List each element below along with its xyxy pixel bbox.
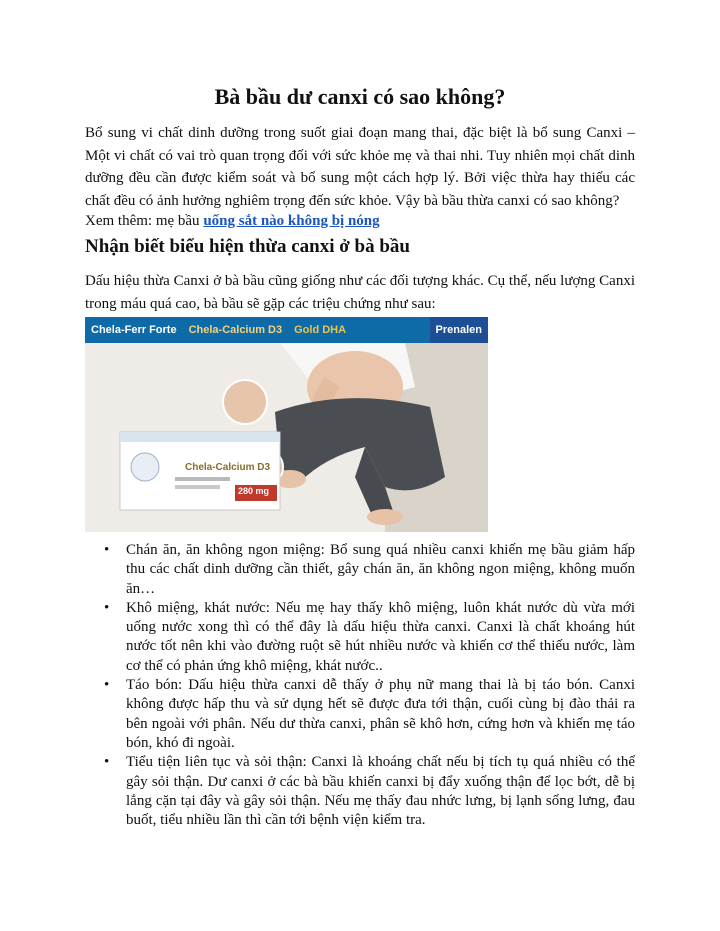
photo-illustration [85,317,488,532]
list-item: • Khô miệng, khát nước: Nếu mẹ hay thấy khô miệng, luôn khát nước dù vừa mới uống nước xong thì có thể đây là dấu hiệu thừa canxi. Canxi là chất khoáng hút nước tốt nên khi vào đường ruột sẽ hút nhiều nước và khiến cơ thể thiếu nước, làm cơ thể có phản ứng khô miệng, khát nước.. [85,599,635,676]
box-label: Chela-Calcium D3 [185,462,271,473]
symptom-list [85,541,635,830]
list-item: • Tiểu tiện liên tục và sỏi thận: Canxi là khoáng chất nếu bị tích tụ quá nhiều có thể gây sỏi thận. Dư canxi ở các bà bầu khiến canxi bị đẩy xuống thận để lọc bớt, dễ bị lắng cặn tại đây và gây sỏi thận. Nếu mẹ thấy đau nhức lưng, bị lạnh sống lưng, đau buốt, tiểu nhiều lần thì cần tới bệnh viện kiểm tra. [85,753,635,830]
list-item: • Táo bón: Dấu hiệu thừa canxi dễ thấy ở phụ nữ mang thai là bị táo bón. Canxi không được hấp thu và sử dụng hết sẽ được đưa tới thận, cuối cùng bị đào thải ra bên ngoài với phân. Nếu dư thừa canxi, phân sẽ khô hơn, cứng hơn và khiến mẹ táo bón, khó đi ngoài. [85,676,635,753]
brand-chela-ferr: Chela-Ferr Forte [91,324,177,336]
see-also-prefix: Xem thêm: mẹ bầu [85,213,204,229]
brand-prenalen: Prenalen [430,317,488,343]
list-item: • Chán ăn, ăn không ngon miệng: Bổ sung quá nhiều canxi khiến mẹ bầu giảm hấp thu các chất dinh dưỡng cần thiết, gây chán ăn, ăn không ngon miệng, không muốn ăn… [85,541,635,599]
brand-gold-dha: Gold DHA [294,324,347,336]
page-title: Bà bầu dư canxi có sao không? [214,84,506,109]
inset-back-pain [223,380,267,424]
section-heading: Nhận biết biểu hiện thừa canxi ở bà bầu [85,236,410,257]
see-also-line [85,210,635,233]
see-also-link[interactable]: uống sắt nào không bị nóng [203,213,380,229]
pregnant-woman-product-photo [85,317,488,532]
box-badge: 280 mg [238,486,270,496]
intro-paragraph: Bổ sung vi chất dinh dưỡng trong suốt giai đoạn mang thai, đặc biệt là bổ sung Canxi – Một vi chất có vai trò quan trọng đối với sức khỏe mẹ và thai nhi. Tuy nhiên mọi chất dinh dưỡng đều cần được kiểm soát và bổ sung một cách hợp lý. Bởi việc thừa hay thiếu các chất đều có ảnh hưởng nghiêm trọng đến sức khỏe. Vậy bà bầu thừa canxi có sao không? [85,125,635,209]
section-intro-paragraph: Dấu hiệu thừa Canxi ở bà bầu cũng giống như các đối tượng khác. Cụ thể, nếu lượng Canxi trong máu quá cao, bà bầu sẽ gặp các triệu chứng như sau: [85,273,635,312]
brand-chela-calcium: Chela-Calcium D3 [188,324,283,336]
